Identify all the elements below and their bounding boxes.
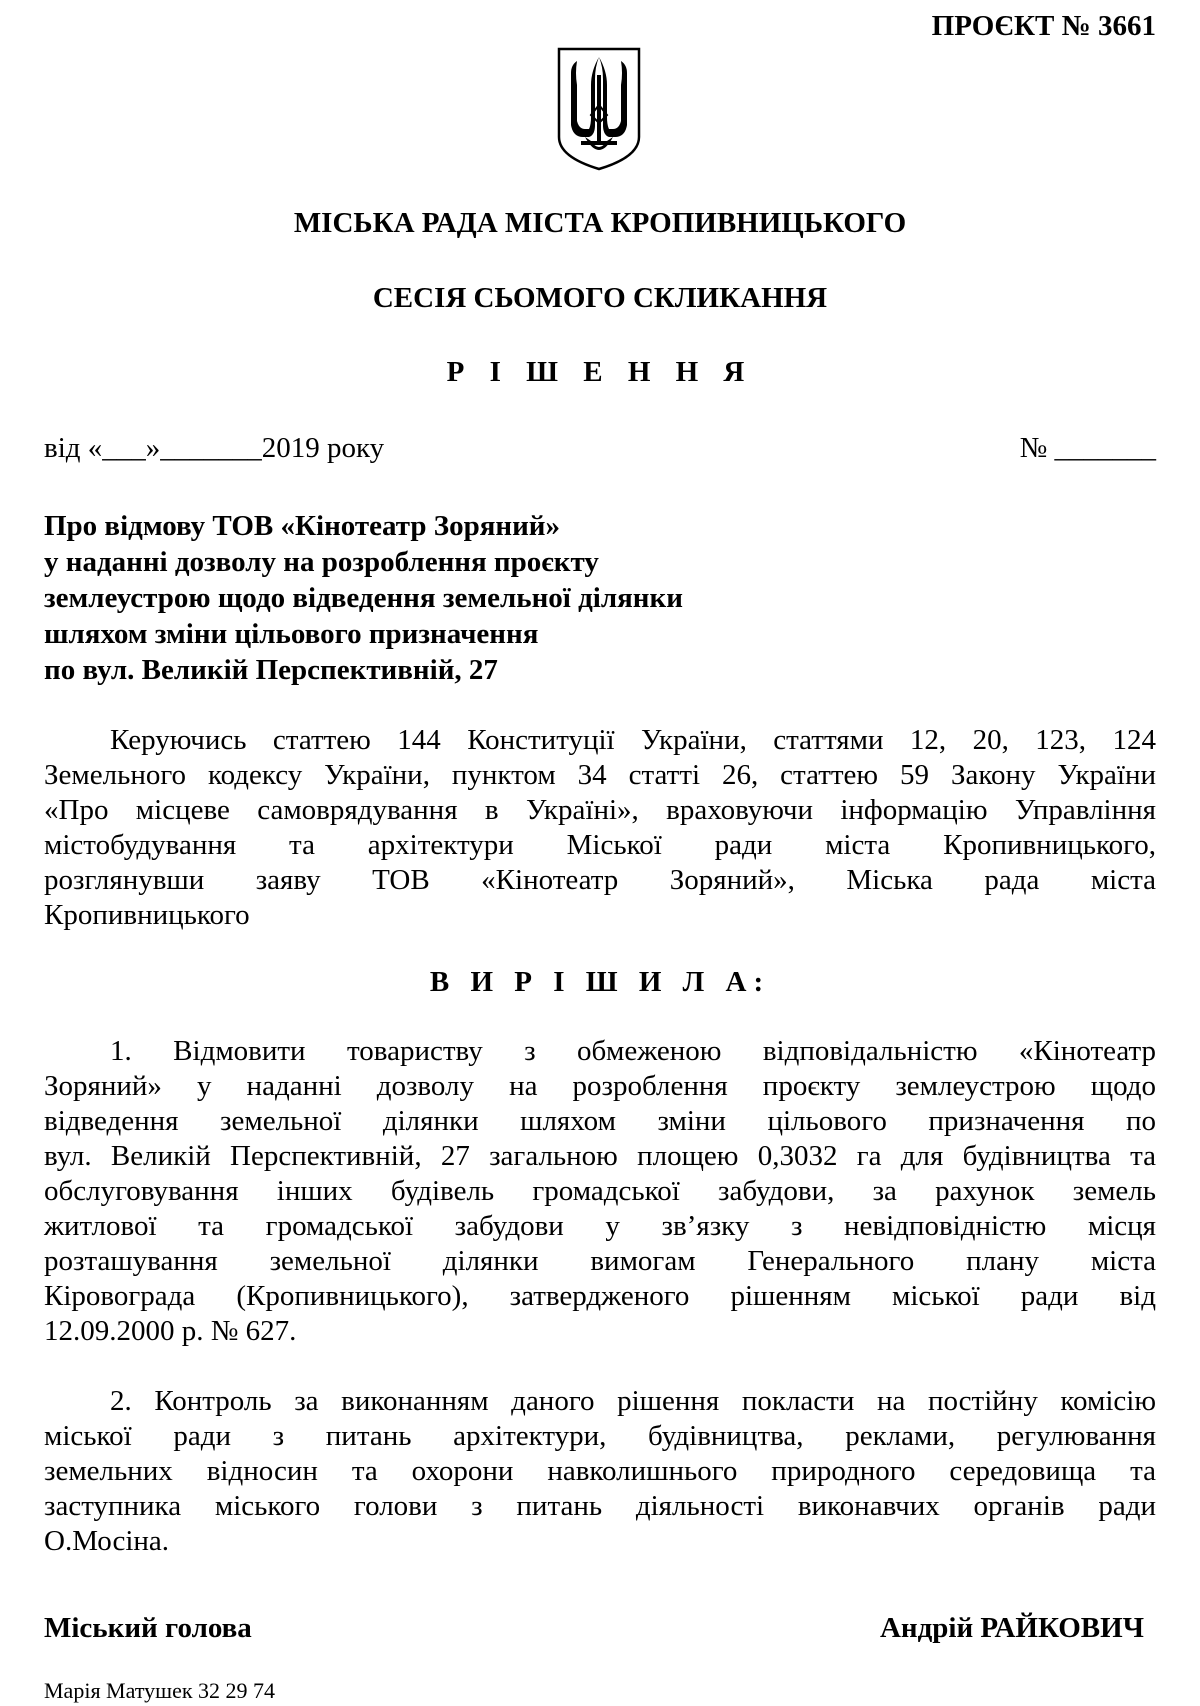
council-title: МІСЬКА РАДА МІСТА КРОПИВНИЦЬКОГО bbox=[293, 207, 907, 239]
text-line: 2. Контроль за виконанням даного рішення покласти на постійну комісію bbox=[110, 1385, 1156, 1417]
text-line: житлової та громадської забудови у зв’язку з невідповідністю місця bbox=[44, 1210, 1156, 1242]
text-line: обслуговування інших будівель громадської забудови, за рахунок земель bbox=[44, 1175, 1156, 1207]
subject-line: по вул. Великій Перспективній, 27 bbox=[44, 654, 498, 686]
resolved-heading: В И Р І Ш И Л А: bbox=[429, 966, 771, 998]
session-title: СЕСІЯ СЬОМОГО СКЛИКАННЯ bbox=[372, 282, 828, 314]
decision-subject bbox=[44, 508, 804, 688]
decision-title: Р І Ш Е Н Н Я bbox=[446, 356, 754, 388]
item-2-paragraph bbox=[44, 1384, 1156, 1559]
subject-line: землеустрою щодо відведення земельної ділянки bbox=[44, 582, 683, 614]
text-line: вул. Великій Перспективній, 27 загальною площею 0,3032 га для будівництва та bbox=[44, 1140, 1156, 1172]
trident-emblem-icon bbox=[555, 45, 643, 173]
text-line: 1. Відмовити товариству з обмеженою відповідальністю «Кінотеатр bbox=[110, 1035, 1156, 1067]
text-line: Керуючись статтею 144 Конституції України, статтями 12, 20, 123, 124 bbox=[110, 724, 1156, 756]
item-1-paragraph bbox=[44, 1034, 1156, 1349]
text-line: міської ради з питань архітектури, будівництва, реклами, регулювання bbox=[44, 1420, 1156, 1452]
text-line: Кіровограда (Кропивницького), затвердженого рішенням міської ради від bbox=[44, 1280, 1156, 1312]
date-line: від «___»_______2019 року bbox=[44, 432, 385, 464]
preamble-paragraph bbox=[44, 723, 1156, 933]
subject-line: Про відмову ТОВ «Кінотеатр Зоряний» bbox=[44, 510, 561, 542]
text-line: відведення земельної ділянки шляхом зміни цільового призначення по bbox=[44, 1105, 1156, 1137]
text-line: заступника міського голови з питань діяльності виконавчих органів ради bbox=[44, 1490, 1156, 1522]
project-number: ПРОЄКТ № 3661 bbox=[931, 10, 1156, 42]
signatory-position: Міський голова bbox=[44, 1612, 252, 1644]
text-line: земельних відносин та охорони навколишнього природного середовища та bbox=[44, 1455, 1156, 1487]
text-line: Земельного кодексу України, пунктом 34 статті 26, статтею 59 Закону України bbox=[44, 759, 1156, 791]
text-line: містобудування та архітектури Міської ради міста Кропивницького, bbox=[44, 829, 1156, 861]
text-line: Зоряний» у наданні дозволу на розроблення проєкту землеустрою щодо bbox=[44, 1070, 1156, 1102]
contact-footer: Марія Матушек 32 29 74 bbox=[44, 1678, 276, 1703]
text-line: розташування земельної ділянки вимогам Генерального плану міста bbox=[44, 1245, 1156, 1277]
text-line: О.Мосіна. bbox=[44, 1525, 170, 1557]
text-line: 12.09.2000 р. № 627. bbox=[44, 1315, 297, 1347]
text-line: розглянувши заяву ТОВ «Кінотеатр Зоряний», Міська рада міста bbox=[44, 864, 1156, 896]
subject-line: шляхом зміни цільового призначення bbox=[44, 618, 539, 650]
text-line: Кропивницького bbox=[44, 899, 250, 931]
number-line: № _______ bbox=[1019, 432, 1156, 464]
text-line: «Про місцеве самоврядування в Україні», враховуючи інформацію Управління bbox=[44, 794, 1156, 826]
signatory-name: Андрій РАЙКОВИЧ bbox=[879, 1612, 1144, 1644]
subject-line: у наданні дозволу на розроблення проєкту bbox=[44, 546, 599, 578]
